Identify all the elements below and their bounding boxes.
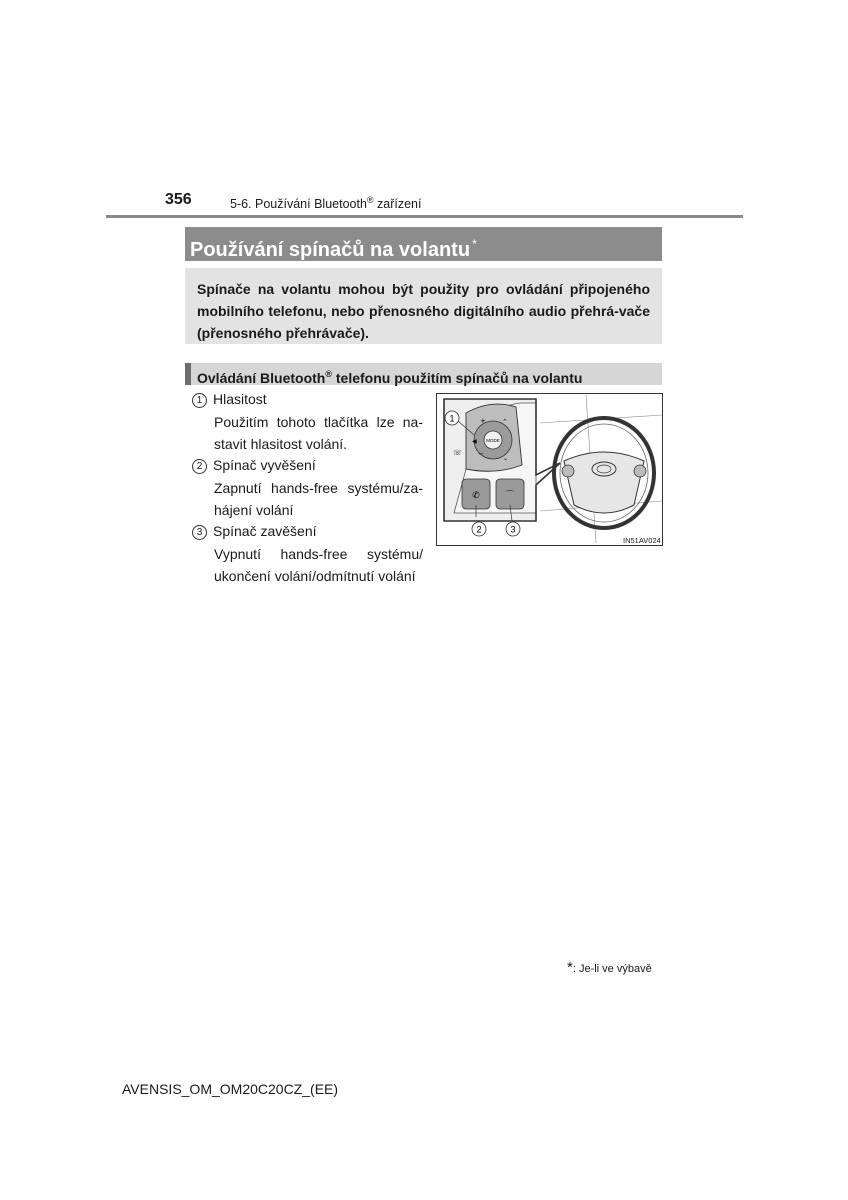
page-number: 356 [165,191,192,208]
minus-icon: − [478,450,484,458]
subsection-heading [185,363,662,385]
running-header-prefix: 5-6. Používání Bluetooth [230,197,367,212]
phone-hangup-icon: ⌒ [505,491,515,501]
right-switch-cluster [634,465,646,477]
chevron-up-icon: ⌃ [502,418,508,426]
footnote-text: : Je-li ve výbavě [572,963,652,975]
item-3 [192,520,317,542]
header-rule [106,215,743,218]
footnote-asterisk: * [567,959,573,976]
item-number: 2 [192,459,207,474]
footnote [567,959,652,976]
footer-code: AVENSIS_OM_OM20C20CZ_(EE) [122,1081,339,1097]
chevron-down-icon: ⌄ [503,455,509,462]
callout-1-label: 1 [449,413,455,424]
speaker-icon: ◀ [472,438,477,445]
section-title-asterisk: * [472,237,477,251]
callout-3-label: 3 [510,524,516,535]
subsection-suffix: telefonu použitím spínačů na volantu [331,370,583,386]
registered-mark: ® [366,195,374,205]
phone-pickup-icon: ✆ [472,491,480,501]
plus-icon: + [480,417,486,425]
left-switch-cluster [562,465,574,477]
subsection-registered-mark: ® [325,369,332,379]
section-title [185,227,662,261]
item-2-description: Zapnutí hands-free systému/za-hájení volání [214,480,423,518]
running-header-suffix: zařízení [373,197,422,212]
item-label: Spínač vyvěšení [213,457,316,473]
item-number: 3 [192,525,207,540]
running-header [230,195,421,211]
callout-2-label: 2 [476,524,482,535]
item-1-description: Použitím tohoto tlačítka lze na-stavit hlasitost volání. [214,414,423,452]
item-number: 1 [192,393,207,408]
figure-code: IN51AV024 [623,536,661,545]
voice-icon: ☏ [453,449,462,457]
section-title-text: Používání spínačů na volantu [190,239,471,261]
item-label: Hlasitost [213,391,267,407]
steering-switch-figure [436,393,663,546]
item-label: Spínač zavěšení [213,523,317,539]
item-2 [192,454,316,476]
item-3-description: Vypnutí hands-free systému/ ukončení volání/odmítnutí volání [214,546,423,584]
mode-label: MODE [486,438,500,443]
steering-wheel-hub [564,452,644,513]
subsection-prefix: Ovládání Bluetooth [197,370,326,386]
item-1 [192,388,267,410]
intro-box: Spínače na volantu mohou být použity pro ovládání připojeného mobilního telefonu, nebo přenosného digitálního audio přehrá-vače (přenosného přehrávače). [185,268,662,344]
